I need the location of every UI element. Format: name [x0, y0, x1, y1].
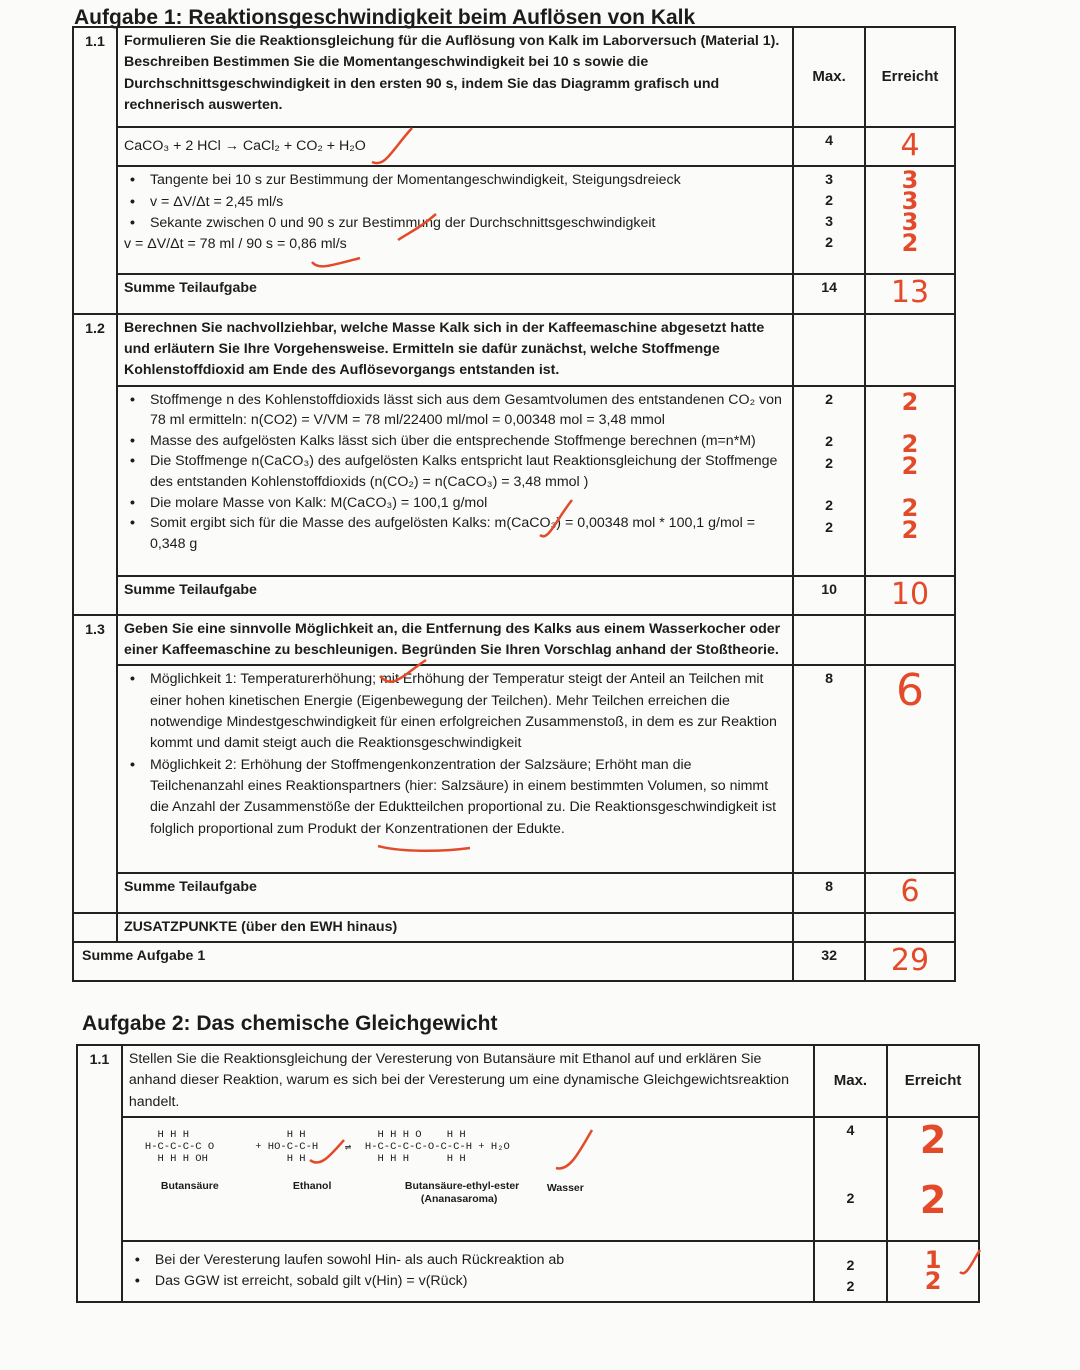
- pt-max: 2: [846, 1279, 855, 1295]
- pt-got: 2: [901, 387, 919, 416]
- row-1-2-content: [73, 386, 955, 576]
- ester-structure: H H H O H H H-C-C-C-C-O-C-C-H + H₂O H H H H H: [364, 1129, 510, 1166]
- label-aroma: (Ananasaroma): [420, 1193, 498, 1205]
- pts-max-1-3: 8: [793, 665, 865, 873]
- content-2-1: [122, 1241, 814, 1302]
- pt-got: 2: [924, 1267, 942, 1295]
- total-got: 29: [890, 943, 930, 979]
- row-1-1-task: [73, 27, 955, 127]
- row-bonus: [73, 913, 955, 942]
- row-2-1-equation: [77, 1117, 979, 1241]
- sum-got-1-1: 13: [890, 275, 930, 311]
- arrow-equilibrium: ⇌: [344, 1142, 352, 1154]
- pt-got: 2: [901, 493, 919, 522]
- label-wasser: Wasser: [546, 1182, 584, 1194]
- pt-max: 3: [825, 172, 834, 189]
- content-1-2: [117, 386, 793, 576]
- pt-max: 2: [846, 1191, 855, 1207]
- pt-max: 2: [825, 193, 834, 210]
- pt-got: 3: [901, 166, 919, 195]
- header-got: Erreicht: [865, 27, 955, 127]
- bonus-label: ZUSATZPUNKTE (über den EWH hinaus): [117, 913, 793, 942]
- task-1-3-text: Geben Sie eine sinnvolle Möglichkeit an, die Entfernung des Kalks aus einem Wasserkocher oder einer Kaffeemaschine zu beschleunigen. Begründen Sie Ihren Vorschlag anhand der Stoßtheorie.: [117, 615, 793, 666]
- pt-got: 2: [901, 429, 919, 458]
- pts-max-2-1: [814, 1241, 887, 1302]
- sum-label-1-1: Summe Teilaufgabe: [117, 274, 793, 313]
- eq-got-2: [887, 1117, 979, 1241]
- butansaeure-structure: H H H H-C-C-C-C O H H H OH: [144, 1129, 215, 1166]
- num-1-1: 1.1: [73, 27, 117, 314]
- eq-max-2: [814, 1117, 887, 1241]
- label-ester: Butansäure-ethyl-ester: [404, 1180, 520, 1192]
- row-1-3-sum: [73, 873, 955, 912]
- sum-max-1-2: 10: [793, 576, 865, 615]
- total-max: 32: [793, 942, 865, 981]
- bullet-1-2-3: • Die molare Masse von Kalk: M(CaCO₃) = 100,1 g/mol: [124, 493, 786, 514]
- pt-got: 2: [901, 229, 919, 258]
- pt-got: 3: [901, 187, 919, 216]
- label-butansaeure: Butansäure: [160, 1180, 219, 1192]
- pt-max: 2: [825, 235, 834, 252]
- pt-max: 2: [825, 519, 834, 536]
- bullet-1-2-4: • Somit ergibt sich für die Masse des aufgelösten Kalks: m(CaCO₃) = 0,00348 mol * 100,1 g/mol = 0,348 g: [124, 513, 786, 554]
- bullet-1-2-1: • Masse des aufgelösten Kalks lässt sich über die entsprechende Stoffmenge berechnen (m=n*M): [124, 431, 786, 452]
- num-2-1: 1.1: [77, 1045, 122, 1302]
- reaction-equation: CaCO₃ + 2 HCl → CaCl₂ + CO₂ + H₂O: [117, 127, 793, 166]
- pt-max: 2: [825, 455, 834, 472]
- pt-got: 1: [924, 1246, 942, 1274]
- row-1-1-sum: [73, 274, 955, 313]
- pt-got: 2: [901, 451, 919, 480]
- task1-title: Aufgabe 1: Reaktionsgeschwindigkeit beim Auflösen von Kalk: [74, 6, 696, 29]
- header-max-2: Max.: [814, 1045, 887, 1117]
- pts-got-1-3: 6: [896, 665, 925, 717]
- pt-got: 2: [901, 515, 919, 544]
- num-1-2: 1.2: [73, 314, 117, 615]
- bullet-1-1-1: • v = ΔV/Δt = 2,45 ml/s: [124, 192, 786, 213]
- pt-max: 4: [846, 1123, 855, 1139]
- sum-max-1-1: 14: [793, 274, 865, 313]
- task-1-1-text: Formulieren Sie die Reaktionsgleichung für die Auflösung von Kalk im Laborversuch (Material 1). Beschreiben Bestimmen Sie die Momentangeschwindigkeit bei 10 s sowie die Durchschnittsgeschwindigkeit in den ersten 90 s, indem Sie das Diagramm grafisch und rechnerisch auswerten.: [117, 27, 793, 127]
- content-1-1: [117, 166, 793, 274]
- pts-max-1-1: [793, 166, 865, 274]
- bullet-1-3-0: • Möglichkeit 1: Temperaturerhöhung; mit Erhöhung der Temperatur steigt der Anteil an Teilchen mit einer hohen kinetischen Energie (Eigenbewegung der Teilchen). Mehr Teilchen erreichen die notwendige Mindestgeschwindigkeit für einen erfolgreichen Zusammenstoß, in dem es zur Reaktion kommt und damit steigt auch die Reaktionsgeschwindigkeit: [124, 669, 786, 754]
- pts-max-1-2: [793, 386, 865, 576]
- num-1-3: 1.3: [73, 615, 117, 913]
- row-1-2-sum: [73, 576, 955, 615]
- pt-max: 2: [825, 497, 834, 514]
- row-1-2-task: [73, 314, 955, 386]
- row-1-1-eq: [73, 127, 955, 166]
- bullet-1-2-0: • Stoffmenge n des Kohlenstoffdioxids lässt sich aus dem Gesamtvolumen des entstandenen CO₂ von 78 ml ermitteln: n(CO2) = V/VM = 78 ml/22400 ml/mol = 0,00348 mol = 3,48 mmol: [124, 390, 786, 431]
- header-max: Max.: [793, 27, 865, 127]
- task-2-1-text: Stellen Sie die Reaktionsgleichung der Veresterung von Butansäure mit Ethanol auf und erklären Sie anhand dieser Reaktion, warum es sich bei der Veresterung um eine dynamische Gleichgewichtsreaktion handelt.: [122, 1045, 814, 1117]
- bullet-1-1-0: • Tangente bei 10 s zur Bestimmung der Momentangeschwindigkeit, Steigungsdreieck: [124, 170, 786, 191]
- bullet-2-1-0: • Bei der Veresterung laufen sowohl Hin- als auch Rückreaktion ab: [129, 1250, 807, 1271]
- row-2-1-content: [77, 1241, 979, 1302]
- bullet-1-2-2: • Die Stoffmenge n(CaCO₃) des aufgelösten Kalks entspricht laut Reaktionsgleichung der Stoffmenge des entstanden Kohlenstoffdioxids (n(CO₂) = n(CaCO₃) = 3,48 mmol ): [124, 451, 786, 492]
- bullet-1-3-1: • Möglichkeit 2: Erhöhung der Stoffmengenkonzentration der Salzsäure; Erhöht man die Teilchenanzahl eines Reaktionspartners (hier: Salzsäure) in einem bestimmten Volumen, so nimmt die Anzahl der Zusammenstöße der Eduktteilchen proportional zu. Die Reaktionsgeschwindigkeit ist folglich proportional zum Produkt der Konzentrationen der Edukte.: [124, 755, 786, 840]
- row-total: [73, 942, 955, 981]
- pt-max: 2: [825, 433, 834, 450]
- eq-max: 4: [793, 127, 865, 166]
- pt-got: 2: [919, 1178, 947, 1222]
- pt-max: 2: [846, 1258, 855, 1274]
- pt-got: 3: [901, 208, 919, 237]
- sum-got-1-3: 6: [900, 874, 920, 910]
- sum-label-1-2: Summe Teilaufgabe: [117, 576, 793, 615]
- pts-got-1-1: [865, 166, 955, 274]
- bullet-2-1-1: • Das GGW ist erreicht, sobald gilt v(Hin) = v(Rück): [129, 1271, 807, 1292]
- task2-table: [76, 1044, 980, 1303]
- row-1-1-content: [73, 166, 955, 274]
- task1-table: [72, 26, 956, 982]
- eq-got: 4: [900, 128, 920, 163]
- bullet-1-1-2: • Sekante zwischen 0 und 90 s zur Bestimmung der Durchschnittsgeschwindigkeit: [124, 213, 786, 234]
- row-1-3-task: [73, 615, 955, 666]
- sum-got-1-2: 10: [890, 576, 930, 612]
- row-2-1-task: [77, 1045, 979, 1117]
- total-label: Summe Aufgabe 1: [73, 942, 793, 981]
- pt-max: 2: [825, 391, 834, 408]
- row-1-3-content: [73, 665, 955, 873]
- plus-ethanol-structure: H H + HO-C-C-H H H: [255, 1129, 319, 1166]
- ester-equation: [122, 1117, 814, 1241]
- pt-max: 3: [825, 214, 834, 231]
- label-ethanol: Ethanol: [292, 1180, 332, 1192]
- task-1-2-text: Berechnen Sie nachvollziehbar, welche Masse Kalk sich in der Kaffeemaschine abgesetzt hatte und erläutern Sie Ihre Vorgehensweise. Ermitteln sie dafür zunächst, welche Stoffmenge Kohlenstoffdioxid am Ende des Auflösevorgangs entstanden ist.: [117, 314, 793, 386]
- task2-title: Aufgabe 2: Das chemische Gleichgewicht: [82, 1012, 498, 1035]
- calc-1-1: v = ΔV/Δt = 78 ml / 90 s = 0,86 ml/s: [123, 236, 347, 253]
- sum-max-1-3: 8: [793, 873, 865, 912]
- pts-got-2-1: [887, 1241, 979, 1302]
- content-1-3: [117, 665, 793, 873]
- header-got-2: Erreicht: [887, 1045, 979, 1117]
- pts-got-1-2: [865, 386, 955, 576]
- sum-label-1-3: Summe Teilaufgabe: [117, 873, 793, 912]
- pt-got: 2: [919, 1118, 947, 1162]
